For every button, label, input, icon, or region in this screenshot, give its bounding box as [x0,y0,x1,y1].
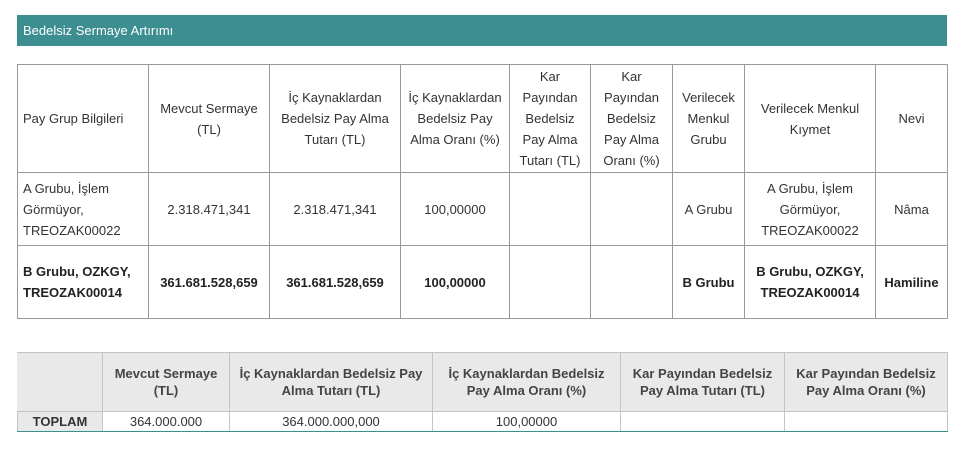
total-label: TOPLAM [18,412,103,432]
column-header: Pay Grup Bilgileri [18,65,149,173]
table-cell: Hamiline [876,246,948,319]
table-cell: 364.000.000 [103,412,230,432]
column-header: Kar Payından Bedelsiz Pay Alma Oranı (%) [785,353,948,412]
table-cell [510,173,591,246]
column-header: Verilecek Menkul Kıymet [745,65,876,173]
table-cell: 2.318.471,341 [270,173,401,246]
table-row [18,246,948,319]
table-cell: 364.000.000,000 [230,412,433,432]
column-header: Kar Payından Bedelsiz Pay Alma Tutarı (TL) [510,65,591,173]
table-header-row [18,65,948,173]
table-cell [621,412,785,432]
total-row [18,412,948,432]
share-group-table [17,64,948,319]
table-cell [510,246,591,319]
column-header: Nevi [876,65,948,173]
table-cell: A Grubu, İşlem Görmüyor, TREOZAK00022 [745,173,876,246]
section-header [17,15,947,46]
column-header [18,353,103,412]
table-cell: B Grubu, OZKGY, TREOZAK00014 [745,246,876,319]
column-header: İç Kaynaklardan Bedelsiz Pay Alma Oranı (%) [433,353,621,412]
column-header: Mevcut Sermaye (TL) [149,65,270,173]
table-cell [785,412,948,432]
table-cell [591,173,673,246]
table-cell: 100,00000 [401,173,510,246]
column-header: Verilecek Menkul Grubu [673,65,745,173]
column-header: Kar Payından Bedelsiz Pay Alma Tutarı (TL) [621,353,785,412]
table-cell: 100,00000 [401,246,510,319]
section-title: Bedelsiz Sermaye Artırımı [23,23,174,38]
total-header-row [18,353,948,412]
table-cell: 2.318.471,341 [149,173,270,246]
column-header: İç Kaynaklardan Bedelsiz Pay Alma Tutarı (TL) [270,65,401,173]
table-row [18,173,948,246]
table-cell: 100,00000 [433,412,621,432]
column-header: Kar Payından Bedelsiz Pay Alma Oranı (%) [591,65,673,173]
total-table [17,352,948,432]
table-cell: A Grubu, İşlem Görmüyor, TREOZAK00022 [18,173,149,246]
table-cell: 361.681.528,659 [149,246,270,319]
table-cell: 361.681.528,659 [270,246,401,319]
table-cell: B Grubu, OZKGY, TREOZAK00014 [18,246,149,319]
column-header: İç Kaynaklardan Bedelsiz Pay Alma Oranı (%) [401,65,510,173]
column-header: Mevcut Sermaye (TL) [103,353,230,412]
column-header: İç Kaynaklardan Bedelsiz Pay Alma Tutarı (TL) [230,353,433,412]
table-cell: Nâma [876,173,948,246]
table-cell: B Grubu [673,246,745,319]
table-cell [591,246,673,319]
table-cell: A Grubu [673,173,745,246]
